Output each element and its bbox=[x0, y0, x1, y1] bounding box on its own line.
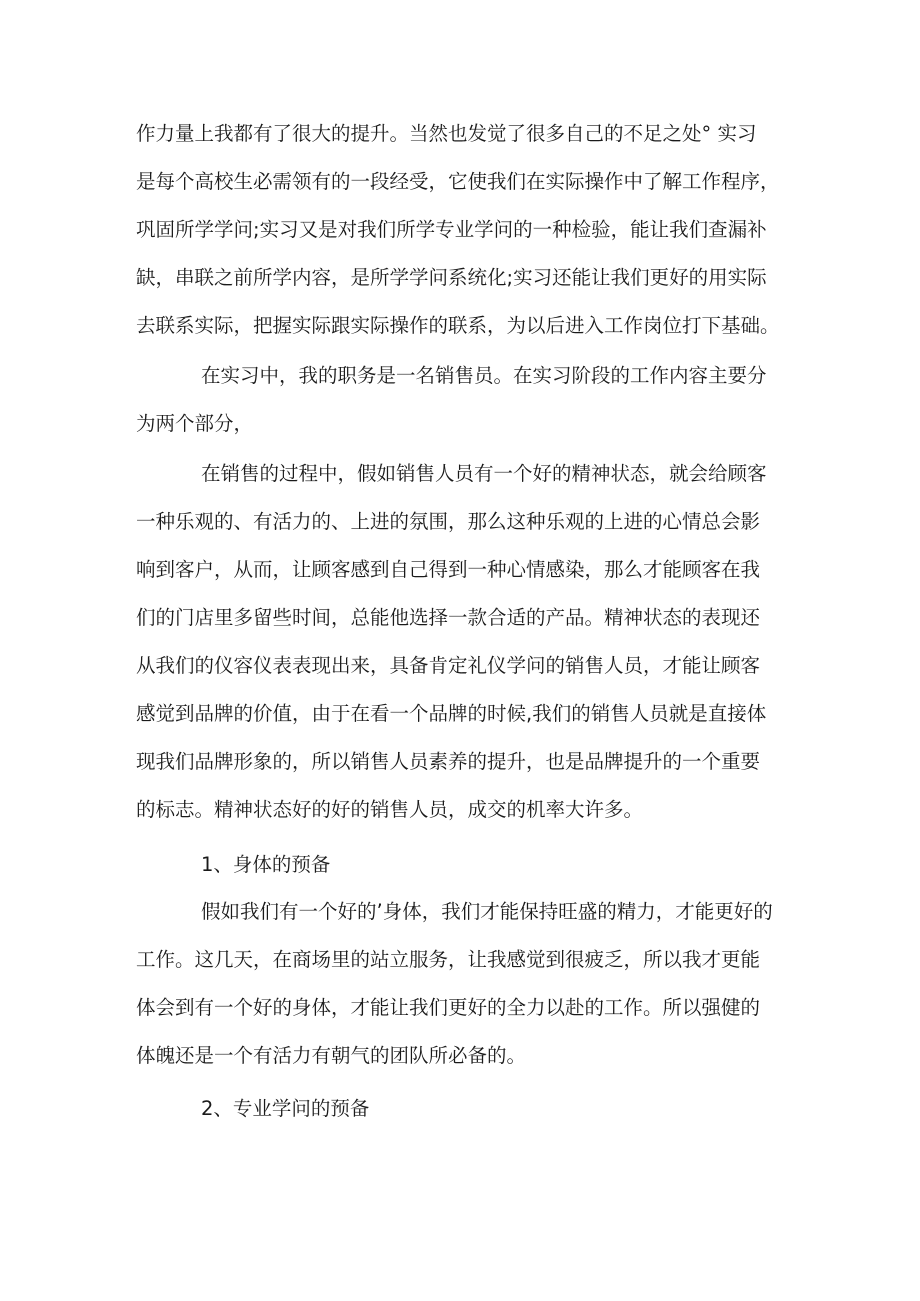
paragraph-3-line-3: 响到客户，从而，让顾客感到自己得到一种心情感染，那么才能顾客在我 bbox=[136, 558, 761, 581]
section-heading-1: 1、身体的预备 bbox=[201, 853, 331, 876]
paragraph-1-line-2: 是每个高校生必需领有的一段经受，它使我们在实际操作中了解工作程序， bbox=[136, 170, 780, 193]
paragraph-3-line-8: 的标志。精神状态好的好的销售人员，成交的机率大许多。 bbox=[136, 798, 644, 821]
paragraph-3-line-2: 一种乐观的、有活力的、上进的氛围，那么这种乐观的上进的心情总会影 bbox=[136, 510, 761, 533]
paragraph-3-line-1: 在销售的过程中，假如销售人员有一个好的精神状态，就会给顾客 bbox=[201, 462, 767, 485]
paragraph-4-line-3: 体会到有一个好的身体，才能让我们更好的全力以赴的工作。所以强健的 bbox=[136, 996, 761, 1019]
paragraph-1-line-3: 巩固所学学问;实习又是对我们所学专业学问的一种检验，能让我们查漏补 bbox=[136, 218, 767, 241]
paragraph-4-line-1: 假如我们有一个好的’身体，我们才能保持旺盛的精力，才能更好的 bbox=[201, 900, 773, 923]
paragraph-3-line-7: 现我们品牌形象的，所以销售人员素养的提升，也是品牌提升的一个重要 bbox=[136, 750, 761, 773]
paragraph-3-line-4: 们的门店里多留些时间，总能他选择一款合适的产品。精神状态的表现还 bbox=[136, 606, 761, 629]
paragraph-1-line-4: 缺，串联之前所学内容，是所学学问系统化;实习还能让我们更好的用实际 bbox=[136, 266, 767, 289]
paragraph-1-line-1: 作力量上我都有了很大的提升。当然也发觉了很多自己的不足之处° 实习 bbox=[136, 122, 757, 145]
section-heading-2: 2、专业学问的预备 bbox=[201, 1097, 370, 1120]
paragraph-3-line-6: 感觉到品牌的价值，由于在看一个品牌的时候,我们的销售人员就是直接体 bbox=[136, 702, 767, 725]
paragraph-2-line-1: 在实习中，我的职务是一名销售员。在实习阶段的工作内容主要分 bbox=[201, 364, 767, 387]
paragraph-1-line-5: 去联系实际，把握实际跟实际操作的联系，为以后进入工作岗位打下基础。 bbox=[136, 314, 780, 337]
paragraph-4-line-4: 体魄还是一个有活力有朝气的团队所必备的。 bbox=[136, 1044, 527, 1067]
paragraph-4-line-2: 工作。这几天，在商场里的站立服务，让我感觉到很疲乏，所以我才更能 bbox=[136, 948, 761, 971]
paragraph-3-line-5: 从我们的仪容仪表表现出来，具备肯定礼仪学问的销售人员，才能让顾客 bbox=[136, 654, 761, 677]
paragraph-2-line-2: 为两个部分， bbox=[136, 412, 254, 435]
